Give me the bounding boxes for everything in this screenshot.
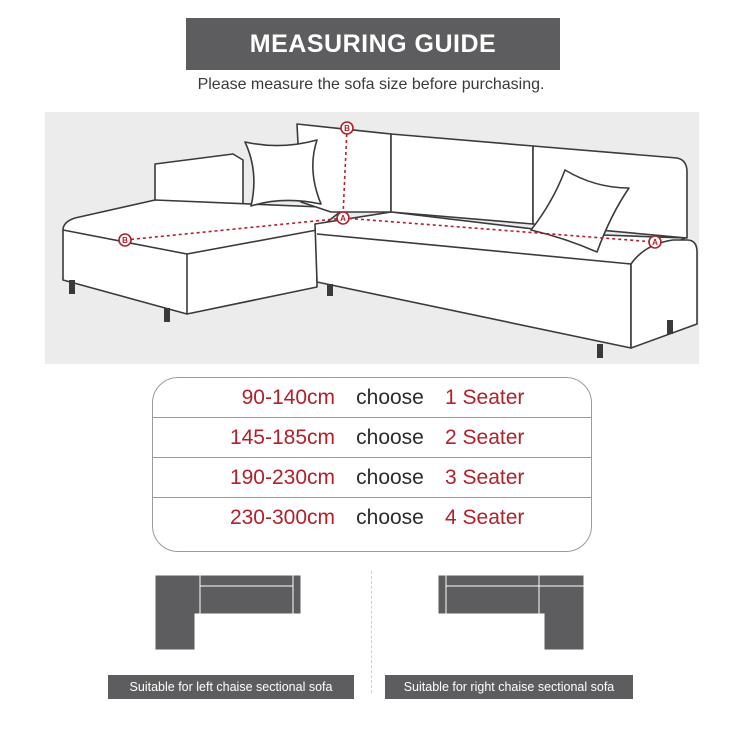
left-chaise-shape <box>152 572 302 652</box>
choose-text: choose <box>356 465 424 489</box>
size-row <box>153 418 591 458</box>
right-chaise-caption <box>385 675 633 699</box>
page-subtitle: Please measure the sofa size before purchasing. <box>197 76 545 93</box>
seater-option: 1 Seater <box>445 385 525 409</box>
marker-b-left-label: B <box>122 236 128 245</box>
leg-1 <box>69 280 75 294</box>
size-row <box>153 498 591 538</box>
size-row <box>153 378 591 418</box>
leg-5 <box>667 320 673 334</box>
right-chaise-caption-text: Suitable for right chaise sectional sofa <box>403 680 615 694</box>
choose-text: choose <box>356 506 424 529</box>
seater-option: 2 Seater <box>445 425 525 449</box>
seater-option: 4 Seater <box>445 506 525 529</box>
right-chaise-shape <box>437 572 587 652</box>
size-guide-table <box>152 377 592 552</box>
size-range: 230-300cm <box>229 506 335 529</box>
pillow-left <box>245 140 321 206</box>
sofa-measure-diagram <box>45 112 699 364</box>
marker-a-right-label: A <box>652 238 658 247</box>
left-chaise-caption-text: Suitable for left chaise sectional sofa <box>129 680 333 694</box>
leg-4 <box>597 344 603 358</box>
left-chaise-caption <box>108 675 354 699</box>
size-row <box>153 458 591 498</box>
option-divider <box>371 571 372 693</box>
size-range: 145-185cm <box>229 425 335 449</box>
page-title-banner <box>186 18 560 70</box>
size-range: 190-230cm <box>229 465 335 489</box>
choose-text: choose <box>356 425 424 449</box>
seater-option: 3 Seater <box>445 465 525 489</box>
right-arm <box>631 240 697 348</box>
chaise-seat <box>63 200 345 314</box>
sofa-illustration <box>45 112 699 364</box>
leg-2 <box>164 308 170 322</box>
page-title: MEASURING GUIDE <box>249 29 497 58</box>
marker-b-top-label: B <box>344 124 350 133</box>
choose-text: choose <box>356 385 424 409</box>
size-range: 90-140cm <box>241 385 335 409</box>
leg-3 <box>327 284 333 296</box>
back-cushion-2 <box>391 134 533 224</box>
marker-a-left-label: A <box>340 214 346 223</box>
